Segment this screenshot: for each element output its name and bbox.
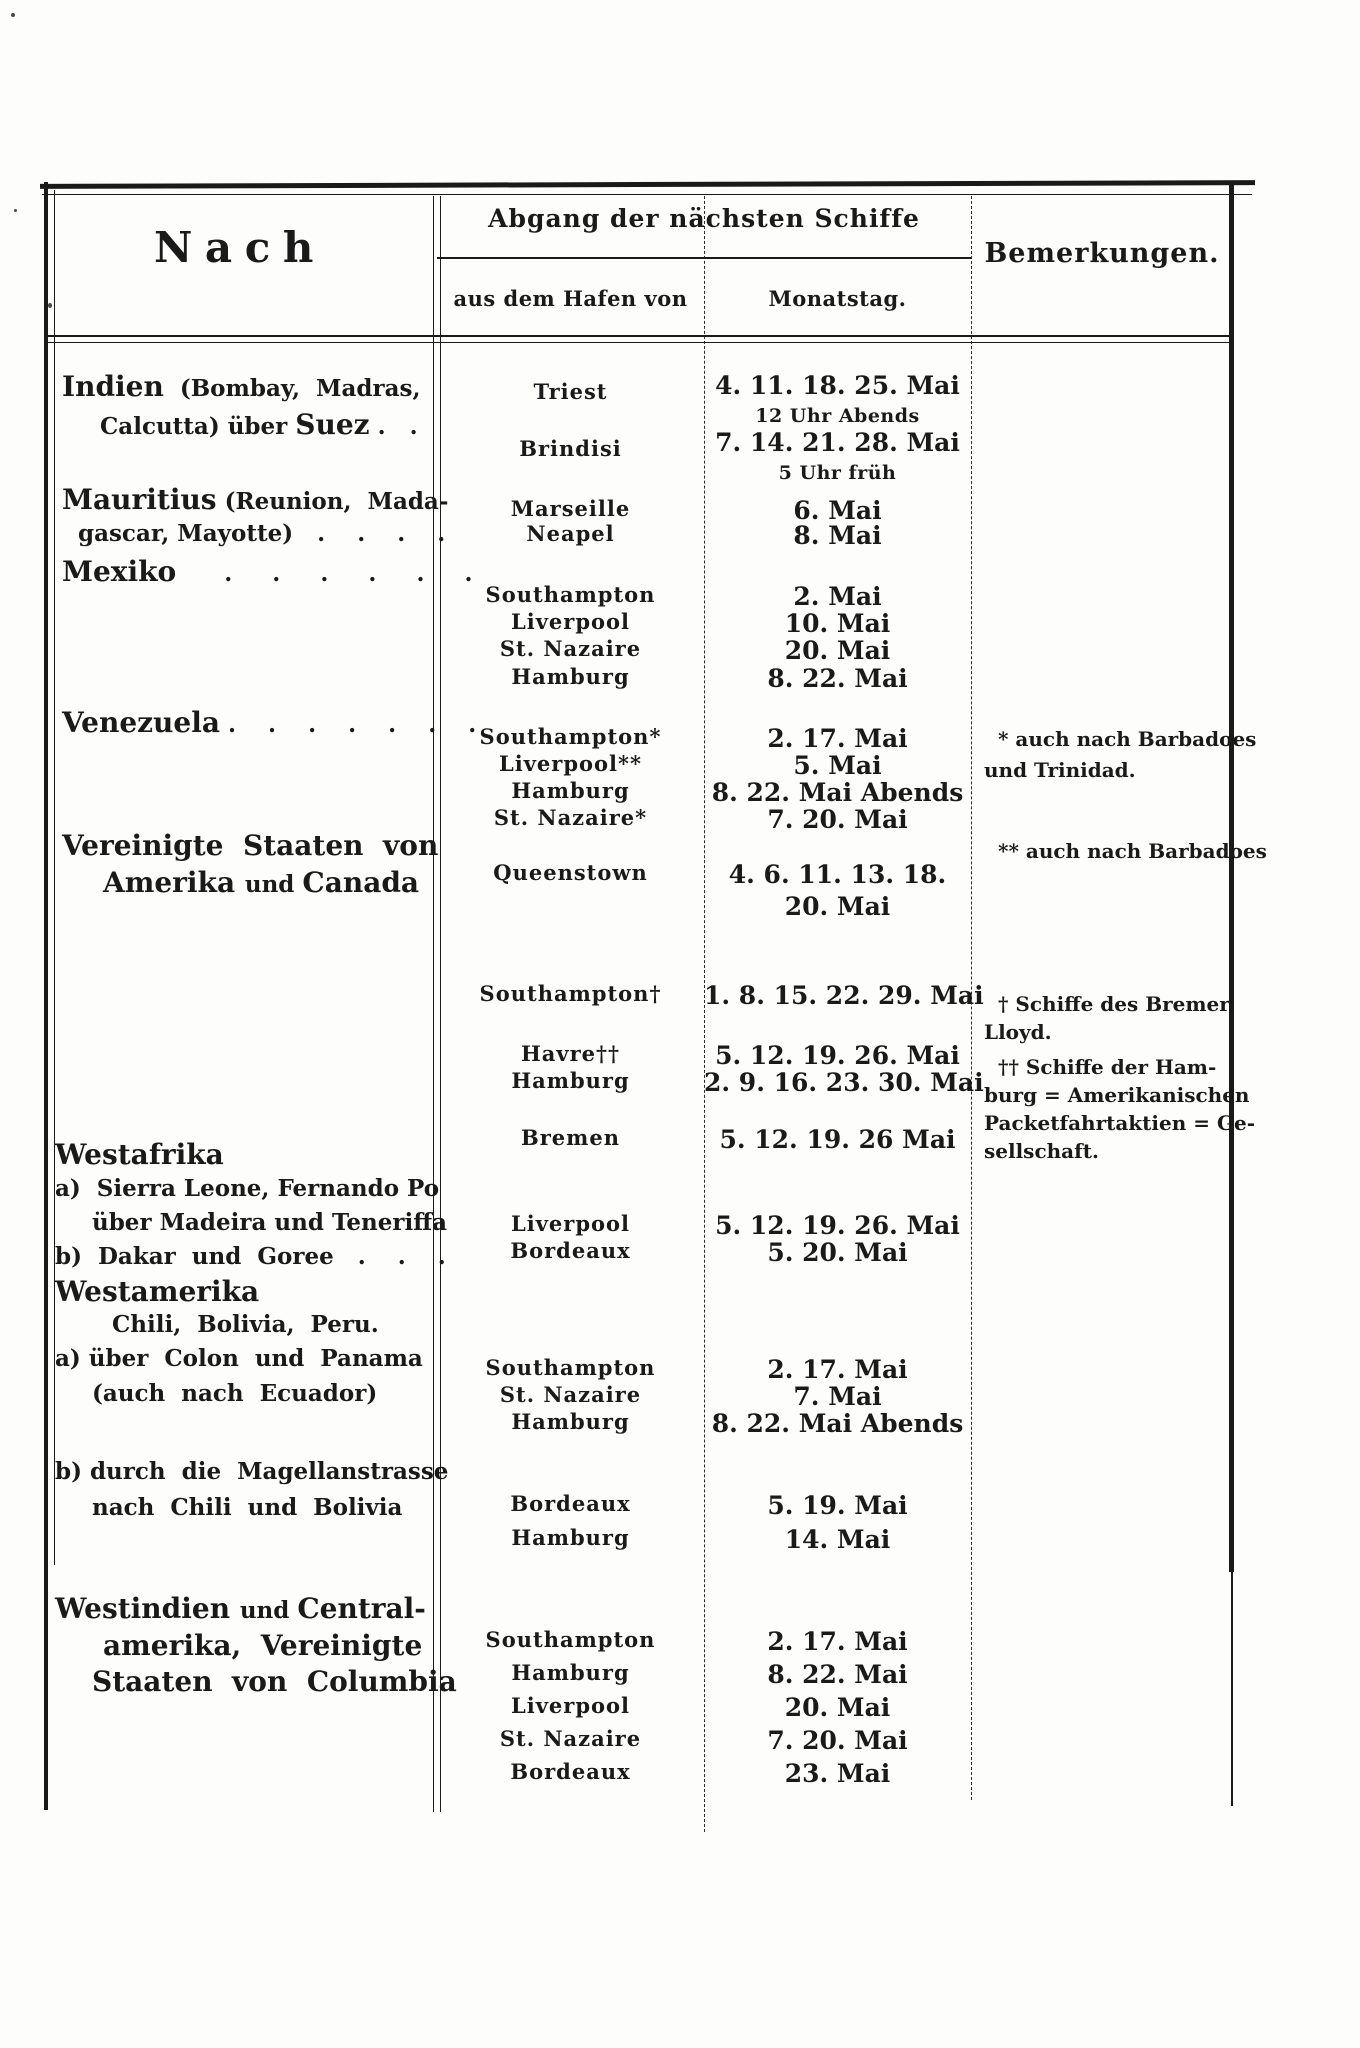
destination-line — [78, 522, 445, 547]
departure-days: 5. 20. Mai — [767, 1238, 908, 1267]
destination-text: b) Dakar und Goree . . . — [55, 1243, 446, 1270]
remark-line: † Schiffe des Bremer — [998, 992, 1230, 1016]
remark-line: burg = Amerikanischen — [984, 1083, 1250, 1107]
destination-text: Chili, Bolivia, Peru. — [112, 1311, 379, 1338]
destination-text: Amerika — [103, 866, 245, 899]
column-header-monatstag: Monatstag. — [768, 286, 907, 311]
destination-text: . . . . . . . — [220, 711, 477, 738]
column-header-nach: Nach — [153, 223, 327, 272]
departure-days: 6. Mai — [793, 496, 882, 525]
abgang-underline — [437, 257, 971, 259]
departure-days: 7. Mai — [793, 1382, 882, 1411]
destination-line — [112, 1313, 379, 1338]
column-separator-1a — [433, 196, 434, 1812]
port-label: Brindisi — [519, 436, 622, 461]
departure-days: 4. 6. 11. 13. 18. — [728, 860, 947, 889]
destination-text: Westindien — [55, 1592, 240, 1625]
port-label: Hamburg — [511, 1660, 630, 1685]
destination-line — [55, 1460, 448, 1485]
table-border-top — [40, 180, 1255, 189]
port-label: Neapel — [526, 521, 615, 546]
port-label: Bremen — [520, 1125, 621, 1150]
destination-text: amerika, Vereinigte — [103, 1629, 423, 1662]
departure-days: 8. 22. Mai — [767, 1660, 908, 1689]
destination-text: Mexiko — [62, 555, 177, 588]
destination-text: Westamerika — [55, 1275, 260, 1308]
destination-text: und — [239, 1597, 298, 1624]
destination-text: (Bombay, Madras, — [163, 375, 421, 402]
port-label: Hamburg — [511, 778, 630, 803]
destination-text: a) Sierra Leone, Fernando Po — [55, 1175, 440, 1202]
departure-days: 8. 22. Mai Abends — [711, 1409, 964, 1438]
departure-days: 2. 17. Mai — [767, 724, 908, 753]
destination-line — [62, 557, 473, 587]
destination-text: Calcutta) über — [100, 413, 296, 440]
port-label: Hamburg — [511, 1409, 630, 1434]
port-label: Bordeaux — [510, 1759, 631, 1784]
port-label: Hamburg — [511, 664, 630, 689]
remark-line: * auch nach Barbadoes — [998, 727, 1257, 751]
destination-text: a) über Colon und Panama — [55, 1345, 423, 1372]
port-label: Hamburg — [511, 1068, 630, 1093]
destination-line — [92, 1382, 377, 1407]
destination-line — [103, 1631, 422, 1661]
port-label: St. Nazaire — [499, 1382, 642, 1407]
destination-line — [100, 410, 418, 440]
scan-speck — [14, 209, 17, 212]
destination-text: über Madeira und Teneriffa — [92, 1209, 448, 1236]
table-border-top-inner — [42, 194, 1252, 195]
destination-line — [55, 1347, 423, 1372]
port-label: Southampton* — [479, 724, 662, 749]
destination-text: nach Chili und Bolivia — [92, 1494, 403, 1521]
table-border-left-outer — [44, 182, 48, 1810]
departure-days: 5. 12. 19. 26. Mai — [715, 1041, 960, 1070]
destination-text: (auch nach Ecuador) — [92, 1380, 378, 1407]
destination-line — [103, 868, 419, 898]
column-header-hafen: aus dem Hafen von — [453, 286, 688, 311]
port-label: Bordeaux — [510, 1491, 631, 1516]
remark-line: und Trinidad. — [984, 758, 1136, 782]
departure-days: 8. Mai — [793, 521, 882, 550]
departure-days: 20. Mai — [784, 636, 891, 665]
destination-line — [62, 372, 420, 402]
departure-days: 2. Mai — [793, 582, 882, 611]
departure-days: 8. 22. Mai — [767, 664, 908, 693]
destination-text: und — [244, 871, 303, 898]
destination-text: . . — [369, 413, 418, 440]
departure-days: 20. Mai — [784, 892, 891, 921]
port-label: St. Nazaire — [499, 1726, 642, 1751]
port-label: Marseille — [510, 496, 631, 521]
port-label: Havre†† — [520, 1041, 621, 1066]
remark-line: Lloyd. — [984, 1020, 1052, 1044]
destination-line — [92, 1211, 447, 1236]
remark-line: Packetfahrtaktien = Ge- — [984, 1111, 1256, 1135]
destination-text: gascar, Mayotte) . . . . — [78, 520, 446, 547]
destination-line — [92, 1496, 402, 1521]
departure-days: 8. 22. Mai Abends — [711, 778, 964, 807]
departure-days: 2. 17. Mai — [767, 1355, 908, 1384]
scan-speck — [48, 303, 52, 308]
departure-days: 14. Mai — [784, 1525, 891, 1554]
destination-line — [62, 831, 438, 861]
port-label: St. Nazaire — [499, 636, 642, 661]
destination-text: . . . . . . — [176, 560, 473, 587]
header-rule-b — [44, 342, 1234, 343]
remark-line: †† Schiffe der Ham- — [998, 1055, 1217, 1079]
header-rule-a — [44, 335, 1234, 337]
departure-days: 2. 17. Mai — [767, 1627, 908, 1656]
departure-time: 12 Uhr Abends — [755, 405, 920, 427]
destination-text: Staaten von Columbia — [92, 1665, 457, 1698]
destination-text: Westafrika — [55, 1138, 224, 1171]
destination-line — [55, 1177, 439, 1202]
destination-text: Suez — [295, 408, 370, 441]
destination-line — [62, 708, 476, 738]
destination-text: Mauritius — [62, 483, 217, 516]
port-label: Southampton† — [479, 981, 662, 1006]
destination-line — [55, 1245, 446, 1270]
port-label: Liverpool — [510, 609, 631, 634]
departure-days: 7. 20. Mai — [767, 805, 908, 834]
destination-line — [55, 1594, 426, 1624]
table-border-right-lower — [1231, 1572, 1233, 1806]
departure-days: 4. 11. 18. 25. Mai — [715, 371, 960, 400]
destination-text: (Reunion, Mada- — [216, 488, 449, 515]
port-label: Southampton — [485, 1355, 656, 1380]
port-label: Bordeaux — [510, 1238, 631, 1263]
departure-days: 7. 20. Mai — [767, 1726, 908, 1755]
departure-days: 5. 12. 19. 26. Mai — [715, 1211, 960, 1240]
column-header-bemerkungen: Bemerkungen. — [984, 238, 1220, 269]
departure-time: 5 Uhr früh — [778, 462, 897, 484]
port-label: Liverpool — [510, 1211, 631, 1236]
port-label: St. Nazaire* — [493, 805, 648, 830]
table-border-right — [1229, 182, 1234, 1572]
departure-days: 5. 19. Mai — [767, 1491, 908, 1520]
destination-text: Canada — [302, 866, 420, 899]
destination-line — [62, 485, 448, 515]
departure-days: 5. Mai — [793, 751, 882, 780]
departure-days: 2. 9. 16. 23. 30. Mai — [704, 1068, 984, 1097]
port-label: Queenstown — [493, 860, 648, 885]
departure-days: 23. Mai — [784, 1759, 891, 1788]
port-label: Southampton — [485, 582, 656, 607]
destination-line — [55, 1140, 224, 1170]
departure-days: 7. 14. 21. 28. Mai — [715, 428, 960, 457]
port-label: Liverpool — [510, 1693, 631, 1718]
destination-text: Vereinigte Staaten von — [62, 829, 439, 862]
departure-days: 20. Mai — [784, 1693, 891, 1722]
destination-text: Central- — [297, 1592, 426, 1625]
destination-line — [92, 1667, 457, 1697]
destination-text: Indien — [62, 370, 164, 403]
destination-text: b) durch die Magellanstrasse — [55, 1458, 449, 1485]
departure-days: 10. Mai — [784, 609, 891, 638]
remark-line: sellschaft. — [984, 1139, 1099, 1163]
departure-days: 1. 8. 15. 22. 29. Mai — [704, 981, 984, 1010]
column-header-abgang: Abgang der nächsten Schiffe — [488, 204, 920, 233]
port-label: Hamburg — [511, 1525, 630, 1550]
scan-speck — [11, 13, 15, 17]
departure-days: 5. 12. 19. 26 Mai — [719, 1125, 956, 1154]
destination-line — [55, 1277, 259, 1307]
remark-line: ** auch nach Barbadoes — [998, 839, 1267, 863]
port-label: Triest — [533, 379, 608, 404]
port-label: Southampton — [485, 1627, 656, 1652]
destination-text: Venezuela — [62, 706, 220, 739]
port-label: Liverpool** — [498, 751, 642, 776]
